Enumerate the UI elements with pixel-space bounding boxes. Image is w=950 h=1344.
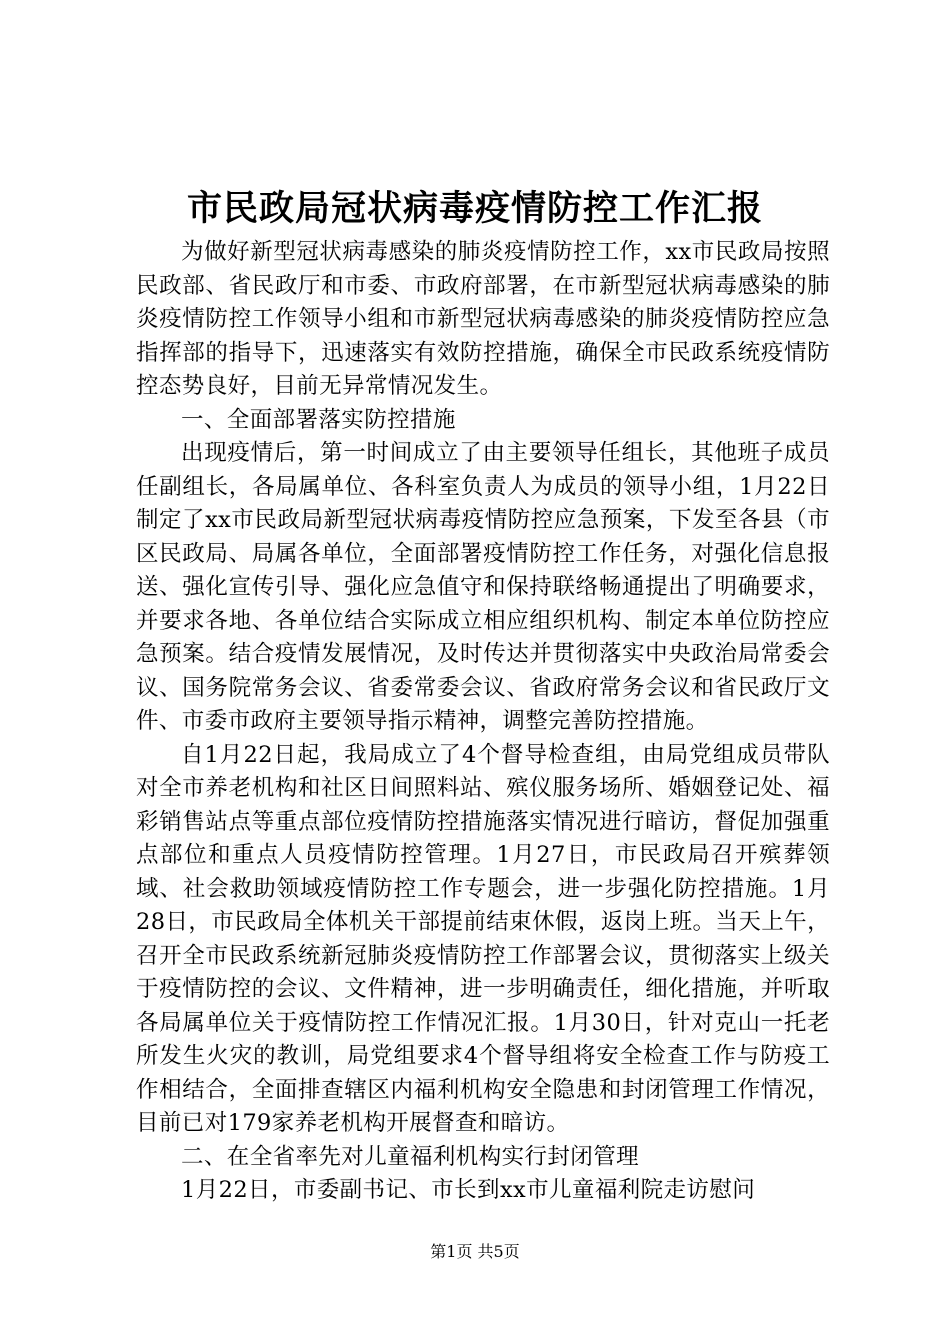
section-1-paragraph-1: 出现疫情后，第一时间成立了由主要领导任组长，其他班子成员任副组长，各局属单位、各科室负责人为成员的领导小组，1月22日制定了xx市民政局新型冠状病毒疫情防控应急预案，下发至各县（市区民政局、局属各单位，全面部署疫情防控工作任务，对强化信息报送、强化宣传引导、强化应急值守和保持联络畅通提出了明确要求，并要求各地、各单位结合实际成立相应组织机构、制定本单位防控应急预案。结合疫情发展情况，及时传达并贯彻落实中央政治局常委会议、国务院常务会议、省委常委会议、省政府常务会议和省民政厅文件、市委市政府主要领导指示精神，调整完善防控措施。 <box>136 440 830 734</box>
document-body <box>136 236 830 1208</box>
document-title: 市民政局冠状病毒疫情防控工作汇报 <box>186 188 763 229</box>
intro-paragraph: 为做好新型冠状病毒感染的肺炎疫情防控工作，xx市民政局按照民政部、省民政厅和市委、市政府部署，在市新型冠状病毒感染的肺炎疫情防控工作领导小组和市新型冠状病毒感染的肺炎疫情防控应急指挥部的指导下，迅速落实有效防控措施，确保全市民政系统疫情防控态势良好，目前无异常情况发生。 <box>136 239 830 399</box>
section-heading-2: 二、在全省率先对儿童福利机构实行封闭管理 <box>181 1143 640 1170</box>
page-footer: 第1页 共5页 <box>430 1242 520 1261</box>
section-heading-1: 一、全面部署落实防控措施 <box>181 406 456 433</box>
section-2-paragraph-1: 1月22日，市委副书记、市长到xx市儿童福利院走访慰问 <box>181 1177 756 1203</box>
section-1-paragraph-2: 自1月22日起，我局成立了4个督导检查组，由局党组成员带队对全市养老机构和社区日间照料站、殡仪服务场所、婚姻登记处、福彩销售站点等重点部位疫情防控措施落实情况进行暗访，督促加强重点部位和重点人员疫情防控管理。1月27日，市民政局召开殡葬领域、社会救助领域疫情防控工作专题会，进一步强化防控措施。1月28日，市民政局全体机关干部提前结束休假，返岗上班。当天上午，召开全市民政系统新冠肺炎疫情防控工作部署会议，贯彻落实上级关于疫情防控的会议、文件精神，进一步明确责任，细化措施，并听取各局属单位关于疫情防控工作情况汇报。1月30日，针对克山一托老所发生火灾的教训，局党组要求4个督导组将安全检查工作与防疫工作相结合，全面排查辖区内福利机构安全隐患和封闭管理工作情况，目前已对179家养老机构开展督查和暗访。 <box>136 741 830 1136</box>
